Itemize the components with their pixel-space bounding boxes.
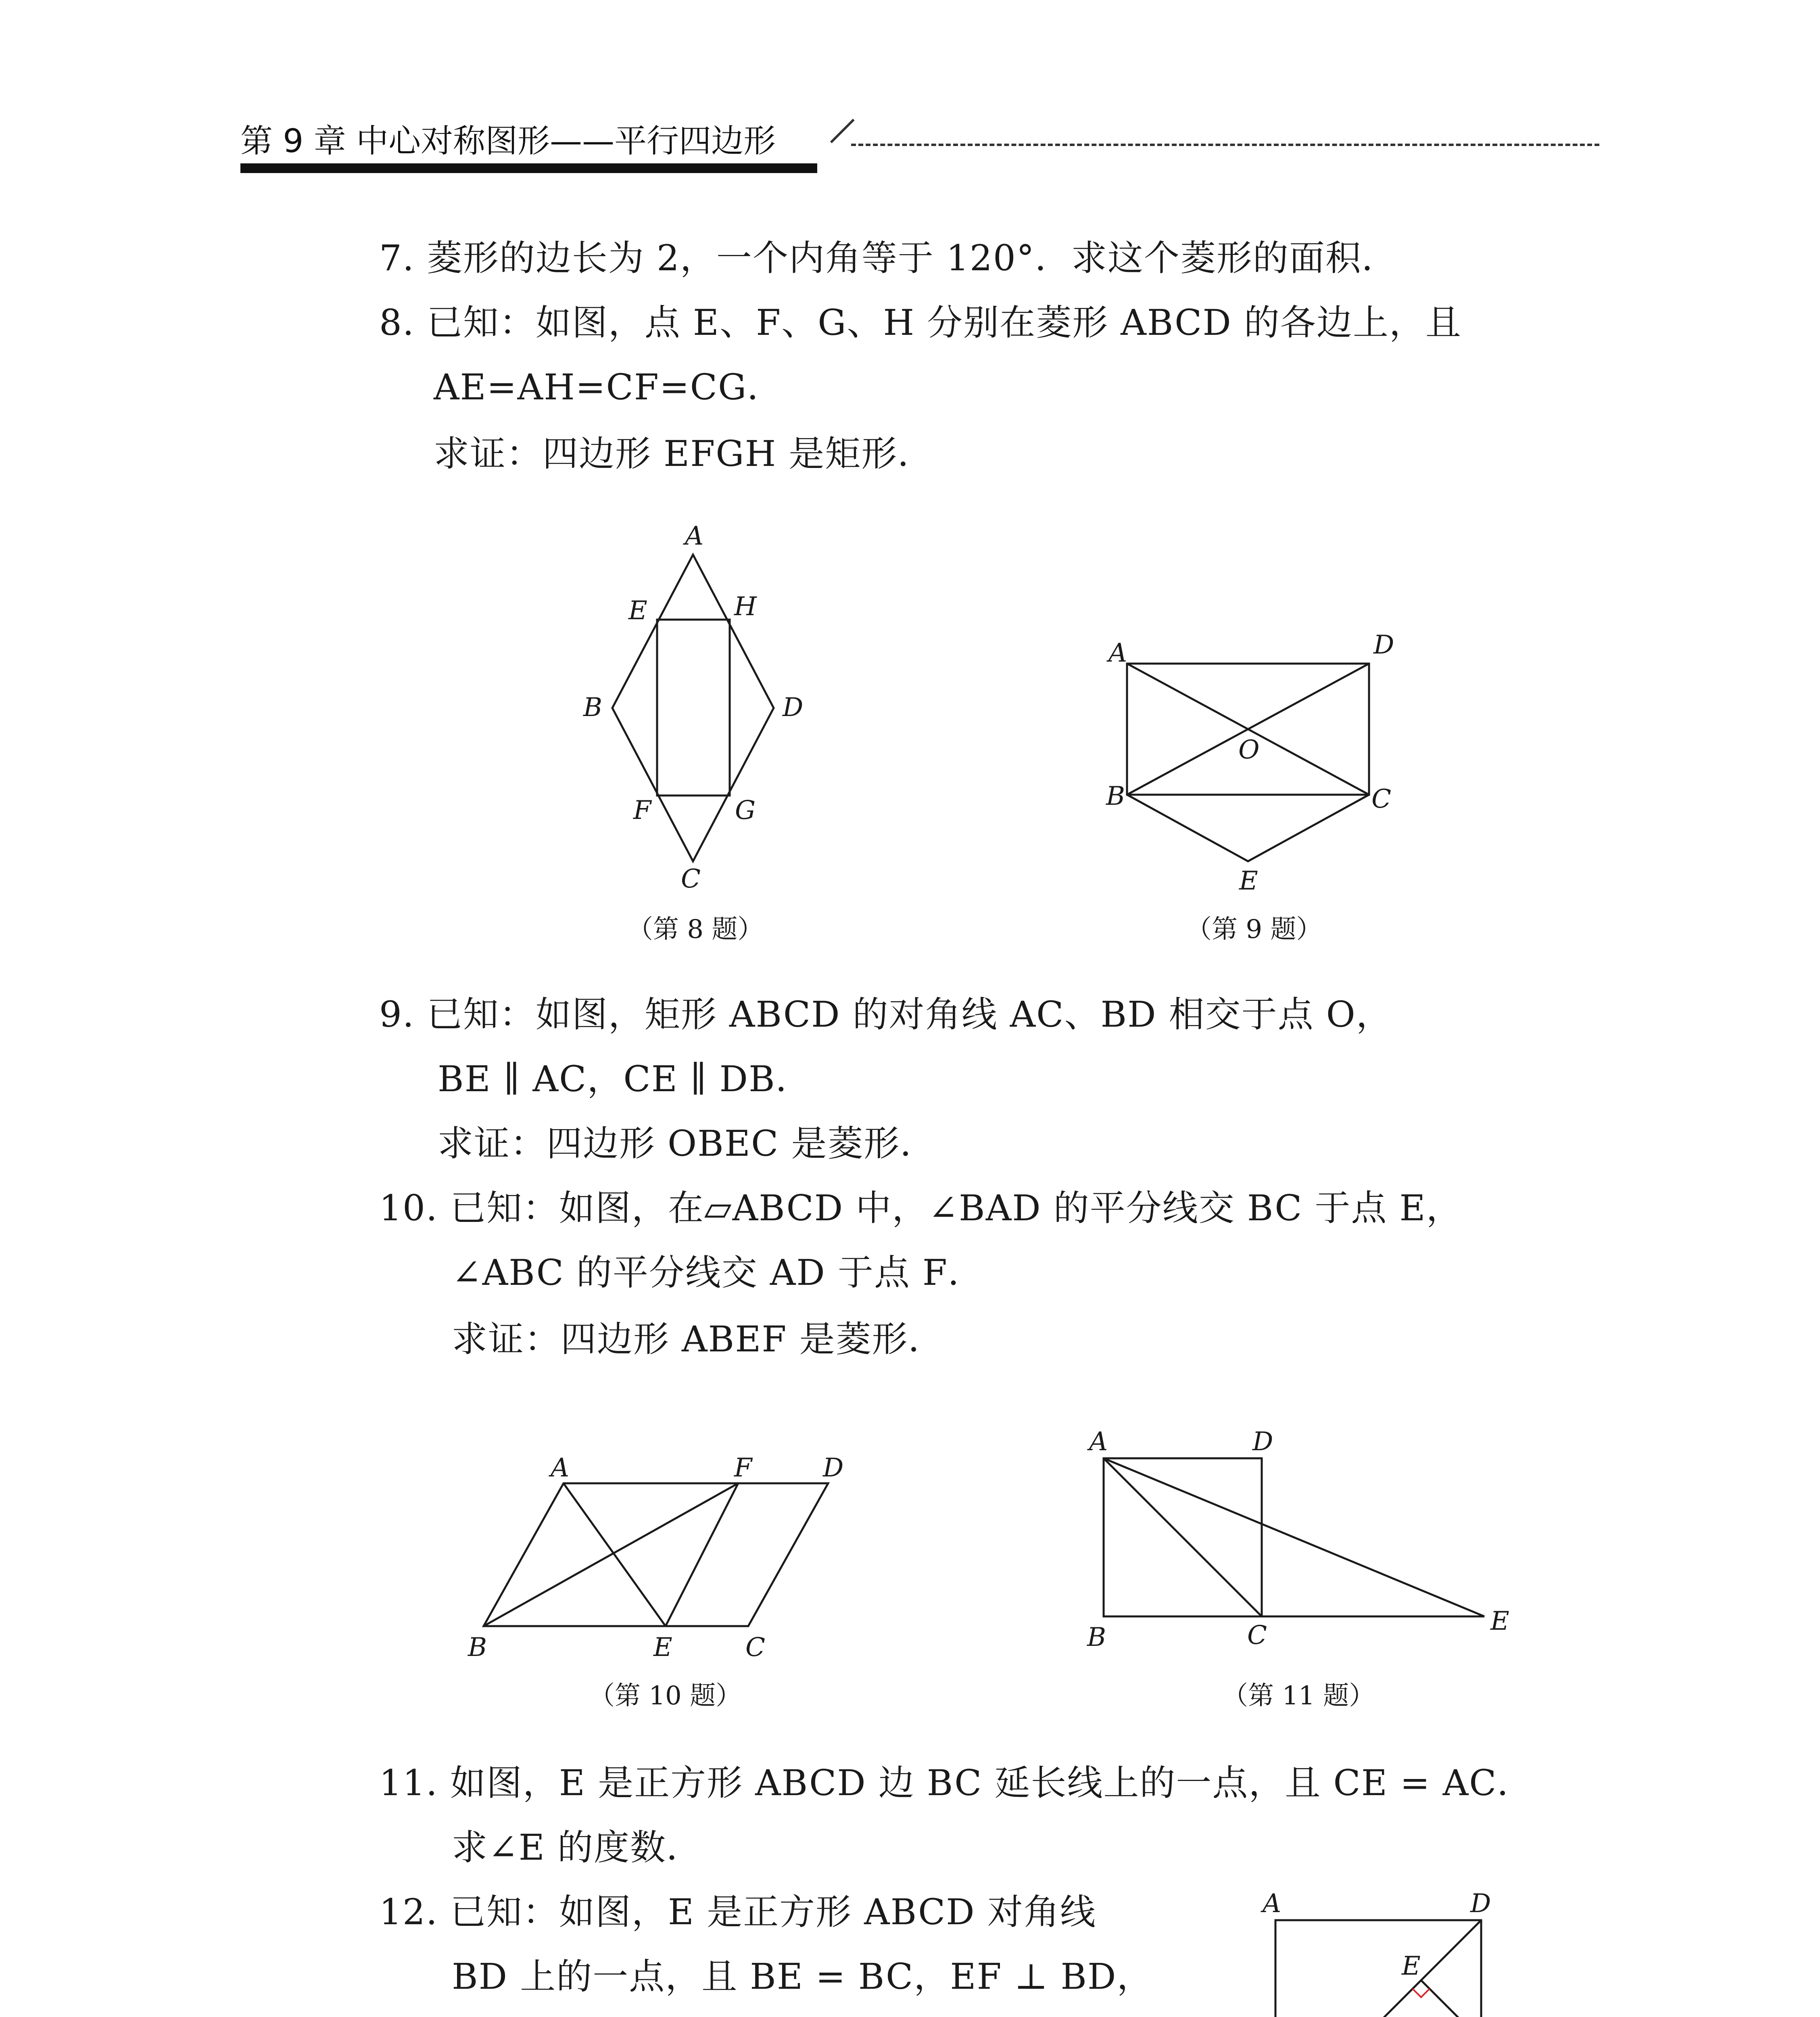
figure-9: [1089, 621, 1432, 956]
label-c: C: [681, 864, 701, 894]
question-8-line-1: 8. 已知：如图，点 E、F、G、H 分别在菱形 ABCD 的各边上，且: [379, 302, 1462, 343]
label-d: D: [823, 1453, 844, 1483]
question-8-line-2: AE=AH=CF=CG．: [434, 366, 784, 408]
bisector-ae: [564, 1483, 666, 1626]
label-c: C: [745, 1633, 765, 1662]
label-d: D: [1373, 630, 1394, 660]
header-underline: [240, 163, 817, 173]
figure-11-caption: （第 11 题）: [1222, 1681, 1375, 1711]
question-8-line-3: 求证：四边形 EFGH 是矩形．: [434, 433, 934, 474]
label-b: B: [1106, 781, 1125, 811]
question-9-line-3: 求证：四边形 OBEC 是菱形．: [438, 1123, 937, 1164]
diagonal-bd: [1275, 1920, 1481, 2017]
label-b: B: [1087, 1622, 1106, 1652]
label-a: A: [551, 1453, 570, 1483]
figure-12: [1242, 1880, 1533, 2017]
right-angle-mark: [1413, 1989, 1430, 1997]
question-12-line-2: BD 上的一点，且 BE = BC，EF ⊥ BD，: [452, 1956, 1153, 1997]
segments-be-ec: [1127, 795, 1369, 861]
question-10-line-3: 求证：四边形 ABEF 是菱形．: [452, 1318, 945, 1360]
label-e: E: [1490, 1606, 1509, 1636]
label-c: C: [1247, 1620, 1267, 1650]
label-e: E: [628, 596, 647, 626]
label-e: E: [1402, 1951, 1421, 1981]
label-e: E: [1239, 866, 1258, 896]
question-10-line-2: ∠ABC 的平分线交 AD 于点 F．: [452, 1252, 984, 1293]
question-7: 7. 菱形的边长为 2，一个内角等于 120°．求这个菱形的面积．: [379, 237, 1398, 279]
figure-11: [1069, 1412, 1533, 1727]
label-h: H: [734, 592, 757, 622]
label-a: A: [1089, 1427, 1108, 1457]
figure-8: [557, 512, 839, 956]
figure-10-caption: （第 10 题）: [589, 1681, 742, 1711]
question-10-line-1: 10. 已知：如图，在▱ABCD 中，∠BAD 的平分线交 BC 于点 E，: [379, 1187, 1463, 1229]
label-c: C: [1371, 784, 1391, 814]
figure-9-caption: （第 9 题）: [1186, 915, 1322, 944]
rectangle-efgh: [657, 620, 730, 796]
chapter-header: 第 9 章 中心对称图形——平行四边形: [240, 122, 776, 160]
label-a: A: [1263, 1889, 1282, 1919]
segment-ef: [1421, 1980, 1481, 2017]
header-dashed-rule: [851, 144, 1599, 146]
figure-10: [452, 1436, 887, 1727]
label-o: O: [1238, 735, 1260, 765]
question-9-line-1: 9. 已知：如图，矩形 ABCD 的对角线 AC、BD 相交于点 O，: [379, 994, 1392, 1035]
parallelogram-abcd: [484, 1483, 828, 1626]
question-11-line-2: 求∠E 的度数．: [452, 1827, 703, 1868]
label-g: G: [735, 796, 756, 825]
square-abcd: [1275, 1920, 1481, 2017]
figure-8-caption: （第 8 题）: [627, 915, 764, 944]
header-slant-divider: [830, 119, 855, 143]
question-11-line-1: 11. 如图，E 是正方形 ABCD 边 BC 延长线上的一点，且 CE = AC．: [379, 1762, 1534, 1804]
label-f: F: [633, 796, 651, 825]
segment-ae: [1104, 1458, 1484, 1616]
label-d: D: [1470, 1889, 1491, 1919]
bisector-bf: [484, 1483, 738, 1626]
label-f: F: [734, 1453, 752, 1483]
diagonal-ac: [1104, 1458, 1262, 1616]
label-a: A: [685, 521, 704, 551]
question-12-line-1: 12. 已知：如图，E 是正方形 ABCD 对角线: [379, 1891, 1096, 1933]
question-9-line-2: BE ∥ AC，CE ∥ DB．: [438, 1058, 812, 1100]
label-d: D: [783, 693, 804, 722]
label-a: A: [1108, 638, 1127, 668]
label-e: E: [653, 1633, 672, 1662]
label-b: B: [468, 1633, 487, 1662]
label-d: D: [1252, 1427, 1273, 1457]
label-b: B: [583, 693, 603, 722]
